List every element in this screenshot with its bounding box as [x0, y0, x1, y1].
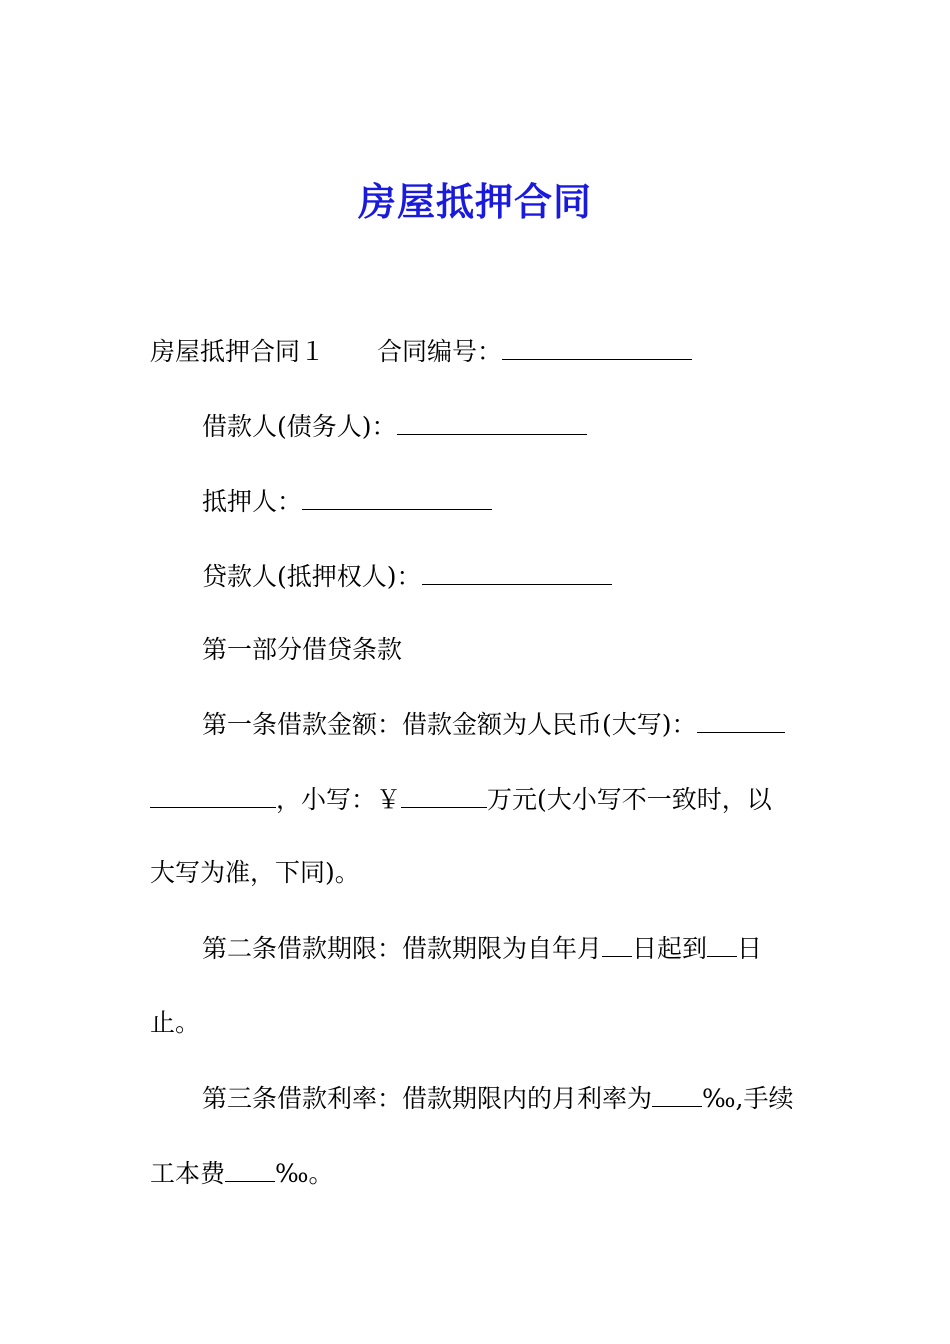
article-3-line-1 — [202, 1080, 794, 1117]
contract-heading: 房屋抵押合同１ — [150, 337, 326, 366]
section-heading: 第一部分借贷条款 — [202, 635, 403, 664]
mortgagor-blank — [302, 483, 492, 510]
article-1-line-3: 大写为准，下同)。 — [150, 858, 360, 887]
contract-number-blank — [502, 333, 692, 360]
amount-words-blank-cont — [150, 781, 276, 808]
borrower-blank — [397, 408, 587, 435]
article-1-line-2 — [150, 781, 772, 818]
borrower-line — [202, 408, 587, 445]
article-2-text-mid: 日起到 — [632, 934, 708, 963]
article-2-text-end: 日 — [737, 934, 763, 963]
amount-figures-blank — [401, 781, 487, 808]
article-2-line-2: 止。 — [150, 1008, 201, 1037]
start-day-blank — [602, 930, 632, 957]
lender-label: 贷款人(抵押权人)： — [202, 562, 422, 591]
contract-number-line — [150, 333, 692, 370]
amount-unit-text: 万元(大小写不一致时，以 — [487, 785, 772, 814]
borrower-label: 借款人(债务人)： — [202, 412, 397, 441]
article-1-line-1 — [202, 706, 785, 743]
amount-words-blank — [697, 706, 785, 733]
fee-unit: ‰。 — [275, 1159, 334, 1188]
lender-line — [202, 558, 612, 595]
fee-label: 工本费 — [150, 1159, 226, 1188]
article-2-text: 第二条借款期限：借款期限为自年月 — [202, 934, 603, 963]
article-3-text-end: ‰,手续 — [702, 1084, 794, 1113]
contract-number-label: 合同编号： — [377, 337, 503, 366]
article-1-text: 第一条借款金额：借款金额为人民币(大写)： — [202, 710, 697, 739]
monthly-rate-blank — [652, 1080, 702, 1107]
lender-blank — [422, 558, 612, 585]
mortgagor-label: 抵押人： — [202, 487, 303, 516]
end-day-blank — [707, 930, 737, 957]
article-3-text: 第三条借款利率：借款期限内的月利率为 — [202, 1084, 653, 1113]
article-3-line-2 — [150, 1155, 334, 1192]
document-title: 房屋抵押合同 — [357, 179, 592, 224]
mortgagor-line — [202, 483, 492, 520]
article-2-line-1 — [202, 930, 762, 967]
fee-rate-blank — [225, 1155, 275, 1182]
amount-figures-label: ，小写：￥ — [276, 785, 402, 814]
